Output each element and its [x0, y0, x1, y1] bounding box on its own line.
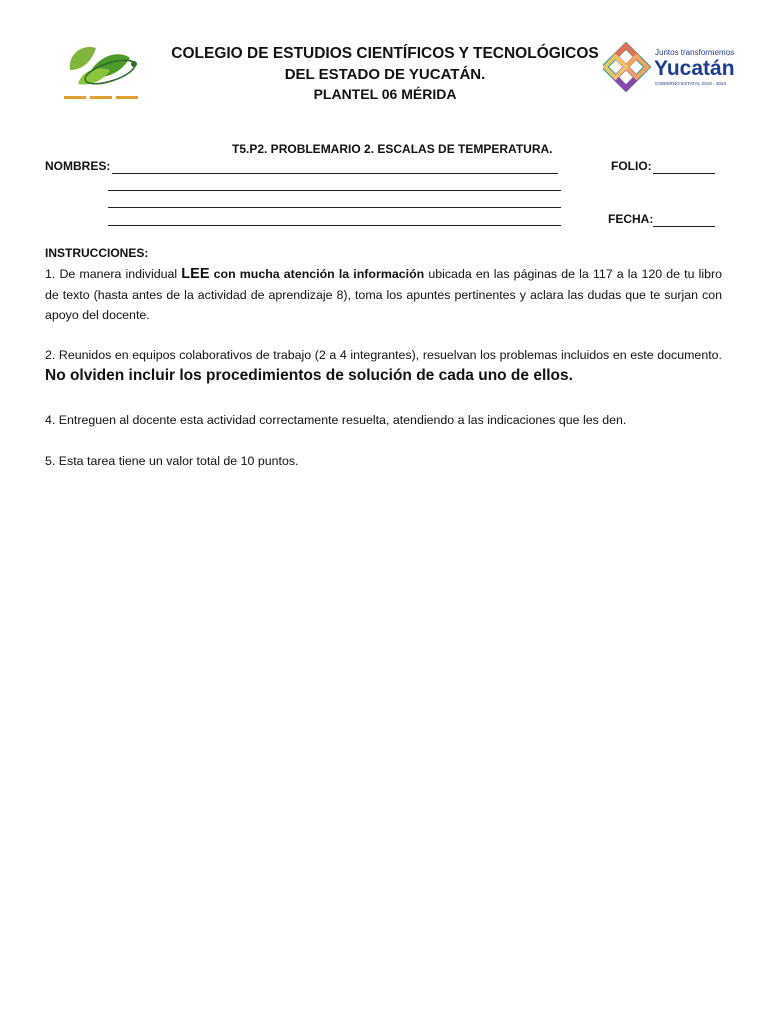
svg-text:Juntos transformemos: Juntos transformemos [655, 48, 735, 57]
item1-text-start: 1. De manera individual [45, 267, 182, 281]
document-title: T5.P2. PROBLEMARIO 2. ESCALAS DE TEMPERATURA. [232, 142, 553, 156]
item1-emphasis-lee: LEE [181, 266, 210, 282]
folio-line [653, 173, 715, 174]
nombres-label: NOMBRES: [45, 159, 111, 173]
item1-text-end: ubicada en las páginas de la 117 a la 120 de tu libro de texto (hasta antes de la actividad de aprendizaje 8), toma los apuntes pertinentes y aclara las dudas que te surjan con apoyo del docente. [45, 267, 722, 322]
folio-label: FOLIO: [611, 159, 652, 173]
instructions-heading: INSTRUCCIONES: [45, 246, 149, 260]
nombres-line-2 [108, 190, 561, 191]
instruction-item-1 [45, 264, 722, 326]
cecytey-logo [58, 40, 148, 102]
fecha-line [653, 226, 715, 227]
svg-text:Yucatán: Yucatán [654, 57, 735, 80]
instruction-item-5: 5. Esta tarea tiene un valor total de 10 puntos. [45, 454, 299, 468]
nombres-line-4 [108, 225, 561, 226]
nombres-line-1 [112, 173, 558, 174]
item1-emphasis-attention: con mucha atención la información [209, 267, 425, 281]
institution-name-line2: DEL ESTADO DE YUCATÁN. [284, 66, 486, 83]
item2-emphasis: No olviden incluir los procedimientos de solución de cada uno de ellos. [45, 366, 573, 384]
instruction-item-2 [45, 345, 722, 386]
yucatan-government-logo [603, 42, 743, 92]
instruction-item-4: 4. Entreguen al docente esta actividad correctamente resuelta, atendiendo a las indicaciones que les den. [45, 413, 627, 427]
item2-text: 2. Reunidos en equipos colaborativos de trabajo (2 a 4 integrantes), resuelvan los problemas incluidos en este documento. [45, 348, 722, 362]
campus-name: PLANTEL 06 MÉRIDA [313, 86, 457, 102]
nombres-line-3 [108, 207, 561, 208]
svg-text:GOBIERNO ESTATAL 2018 - 2024: GOBIERNO ESTATAL 2018 - 2024 [655, 81, 727, 86]
fecha-label: FECHA: [608, 212, 654, 226]
institution-name-line1: COLEGIO DE ESTUDIOS CIENTÍFICOS Y TECNOLÓGICOS [171, 45, 599, 62]
